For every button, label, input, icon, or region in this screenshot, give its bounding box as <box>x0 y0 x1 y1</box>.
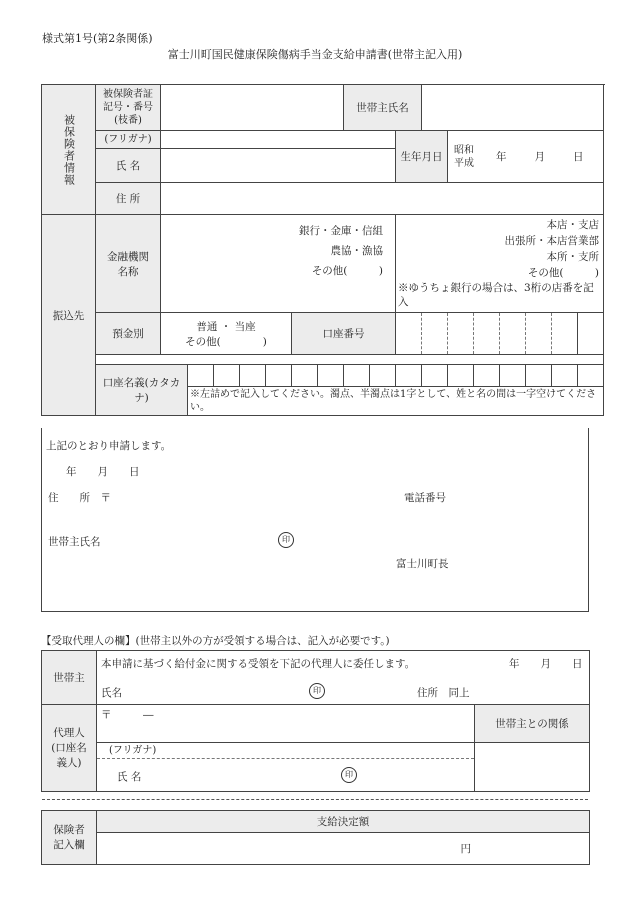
deposit-type-field[interactable] <box>161 313 292 355</box>
agent-heading: 【受取代理人の欄】(世帯主以外の方が受領する場合は、記入が必要です。) <box>41 635 390 647</box>
householder-name-label: 世帯主氏名 <box>344 85 422 131</box>
account-number-label: 口座番号 <box>292 313 396 355</box>
agent-furigana-label: (フリガナ) <box>109 745 157 756</box>
birth-label: 生年月日 <box>396 131 448 183</box>
bank-label: 金融機関 名称 <box>96 215 161 313</box>
branch-name-field[interactable] <box>396 215 604 313</box>
era-showa: 昭和 <box>454 144 475 156</box>
declaration-date: 年 月 日 <box>66 466 140 478</box>
kana-cell[interactable] <box>474 365 500 387</box>
delegation-seal: 印 <box>309 683 325 699</box>
branch-type-2: 出張所・本店営業部 <box>504 235 600 247</box>
agent-table <box>41 650 590 792</box>
kana-cell[interactable] <box>240 365 266 387</box>
agent-furigana-divider <box>97 758 474 759</box>
cut-line <box>42 799 588 800</box>
holder-note: ※左詰めで記入してください。濁点、半濁点は1字として、姓と名の間は一字空けてください。 <box>188 387 604 416</box>
account-digit-1[interactable] <box>396 313 422 355</box>
kana-cell[interactable] <box>214 365 240 387</box>
transfer-section-label: 振込先 <box>42 215 96 416</box>
insured-section-label: 被保険者情報 <box>42 85 96 215</box>
name-field[interactable] <box>161 149 396 183</box>
furigana-label: (フリガナ) <box>96 131 161 149</box>
declaration-statement: 上記のとおり申請します。 <box>46 440 172 452</box>
agent-seal: 印 <box>341 767 357 783</box>
account-digit-7[interactable] <box>552 313 578 355</box>
kana-cell[interactable] <box>266 365 292 387</box>
kana-cell[interactable] <box>188 365 214 387</box>
application-table <box>41 84 604 416</box>
account-digit-spare <box>578 313 604 355</box>
bank-type-3: その他( ) <box>311 265 384 277</box>
branch-type-3: 本所・支所 <box>546 251 600 263</box>
agent-postal: 〒 ― <box>101 709 154 721</box>
declaration-householder-label: 世帯主氏名 <box>48 536 101 548</box>
kana-cell[interactable] <box>552 365 578 387</box>
declaration-phone-label: 電話番号 <box>404 492 446 504</box>
kana-cell[interactable] <box>396 365 422 387</box>
insurer-table <box>41 810 590 865</box>
deposit-label: 預金別 <box>96 313 161 355</box>
account-digit-6[interactable] <box>526 313 552 355</box>
relation-label: 世帯主との関係 <box>475 705 590 743</box>
holder-label: 口座名義(カタカナ) <box>96 365 188 416</box>
name-label: 氏 名 <box>96 149 161 183</box>
kana-cell[interactable] <box>292 365 318 387</box>
declaration-address-label: 住 所 〒 <box>48 492 111 504</box>
yen-unit: 円 <box>460 843 471 855</box>
birth-day-unit: 日 <box>573 151 584 163</box>
address-field[interactable] <box>161 183 604 215</box>
kana-cell[interactable] <box>526 365 552 387</box>
insurer-label: 保険者 記入欄 <box>42 811 97 865</box>
branch-type-1: 本店・支店 <box>546 219 600 231</box>
account-digit-4[interactable] <box>474 313 500 355</box>
transfer-spacer <box>96 355 604 365</box>
yucho-note: ※ゆうちょ銀行の場合は、3桁の店番を記入 <box>398 282 594 308</box>
delegation-text: 本申請に基づく給付金に関する受領を下記の代理人に委任します。 <box>101 658 416 670</box>
birth-year-unit: 年 <box>496 151 507 163</box>
agent-name-label: 氏 名 <box>117 771 142 783</box>
kana-cell[interactable] <box>318 365 344 387</box>
delegation-date: 年 月 日 <box>509 658 583 670</box>
householder-name-field[interactable] <box>422 85 604 131</box>
account-digit-3[interactable] <box>448 313 474 355</box>
kana-cell[interactable] <box>448 365 474 387</box>
bank-name-field[interactable] <box>161 215 396 313</box>
furigana-field[interactable] <box>161 131 396 149</box>
deposit-option-1: 普通 ・ 当座 <box>196 320 256 333</box>
kana-cell[interactable] <box>500 365 526 387</box>
kana-cell[interactable] <box>344 365 370 387</box>
amount-field[interactable] <box>97 833 590 865</box>
seal-mark: 印 <box>278 532 294 548</box>
agent-postal-field[interactable] <box>97 705 475 743</box>
declaration-box <box>41 428 589 612</box>
era-heisei: 平成 <box>454 157 475 169</box>
relation-field[interactable] <box>475 743 590 792</box>
delegation-address-label: 住所 同上 <box>417 687 470 699</box>
amount-label: 支給決定額 <box>97 811 590 833</box>
branch-type-4: その他( ) <box>527 267 600 279</box>
mayor-label: 富士川町長 <box>396 558 449 570</box>
card-number-field[interactable] <box>161 85 344 131</box>
birth-month-unit: 月 <box>534 151 546 163</box>
kana-cell[interactable] <box>370 365 396 387</box>
bank-type-1: 銀行・金庫・信組 <box>299 225 384 237</box>
account-digit-2[interactable] <box>422 313 448 355</box>
card-number-label: 被保険者証 記号・番号 (枝番) <box>96 85 161 131</box>
address-label: 住 所 <box>96 183 161 215</box>
delegation-field[interactable] <box>97 651 590 705</box>
kana-cell[interactable] <box>578 365 604 387</box>
bank-type-2: 農協・漁協 <box>330 245 384 257</box>
form-title: 富士川町国民健康保険傷病手当金支給申請書(世帯主記入用) <box>167 48 463 61</box>
deposit-option-2: その他( ) <box>185 335 267 348</box>
form-number: 様式第1号(第2条関係) <box>42 32 153 45</box>
kana-cell[interactable] <box>422 365 448 387</box>
account-digit-5[interactable] <box>500 313 526 355</box>
agent-householder-label: 世帯主 <box>42 651 97 705</box>
delegation-name-label: 氏名 <box>101 687 122 699</box>
birth-field[interactable] <box>448 131 604 183</box>
agent-label: 代理人 (口座名 義人) <box>42 705 97 792</box>
agent-name-field[interactable] <box>97 743 475 792</box>
